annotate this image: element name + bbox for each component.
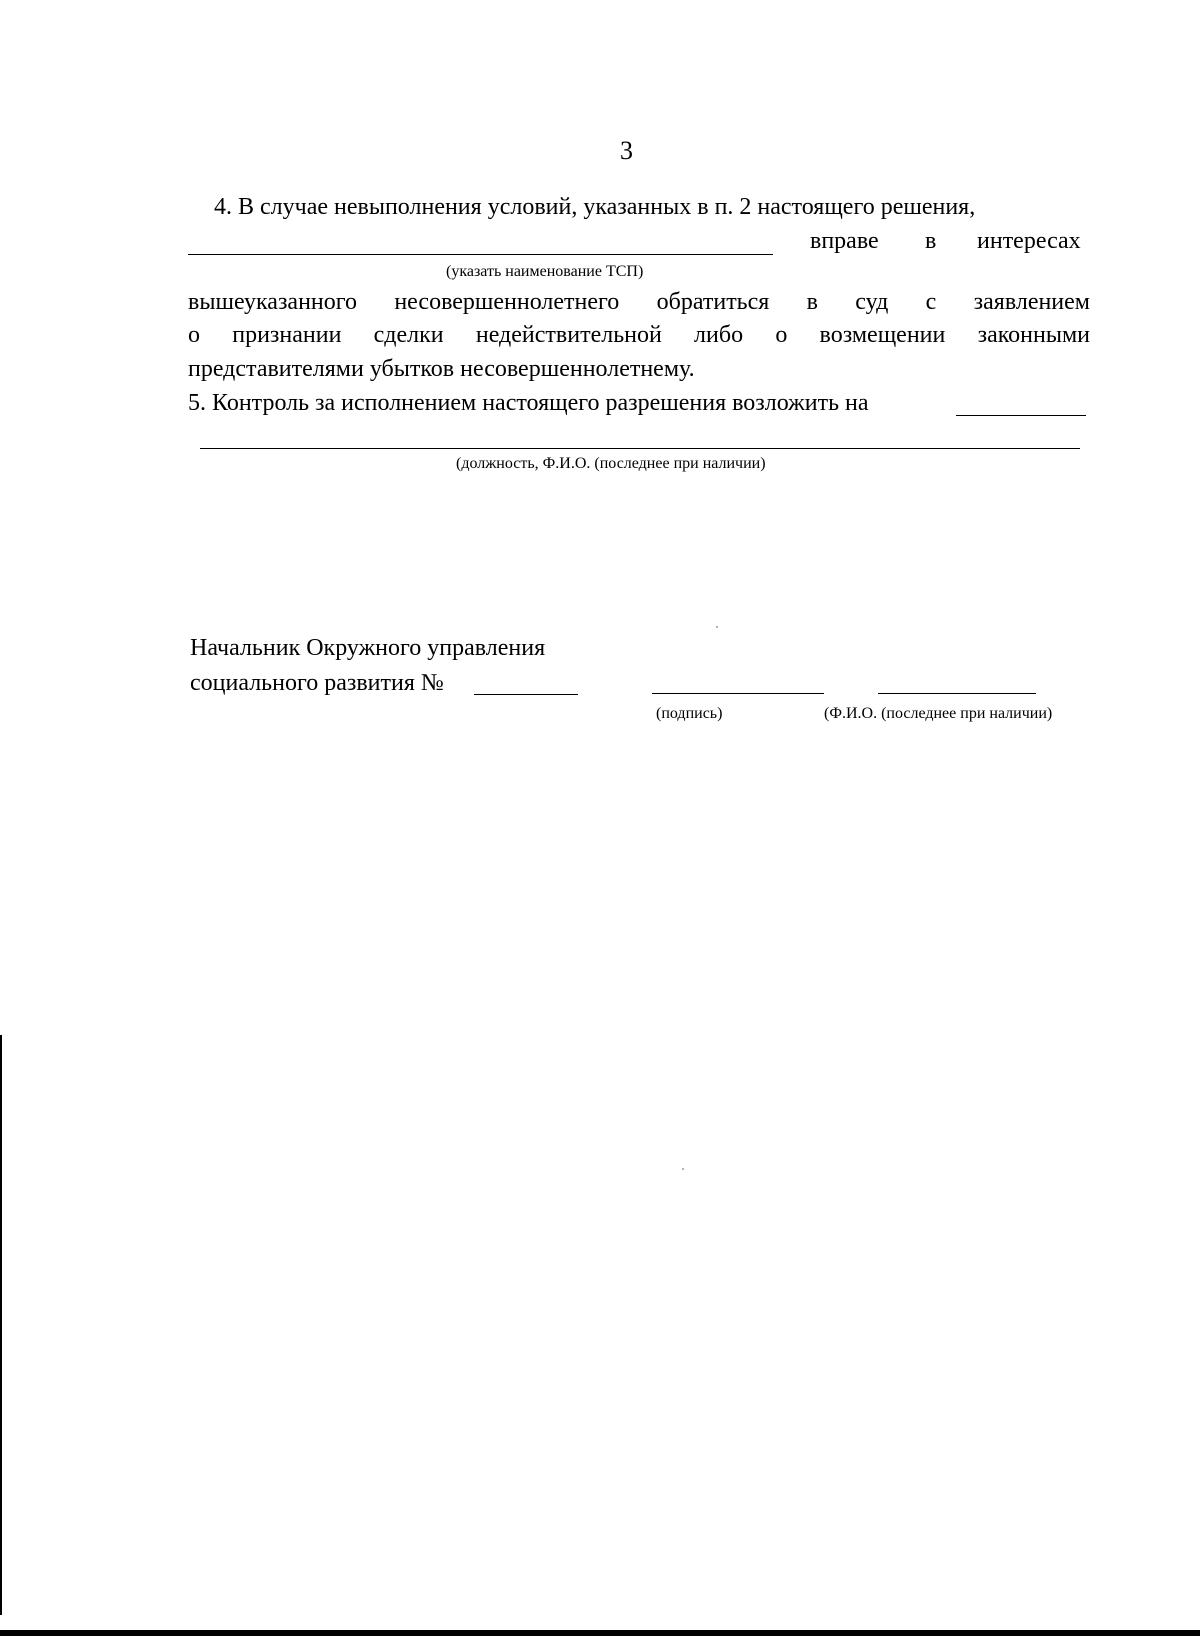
signature-caption: (подпись) bbox=[656, 705, 723, 722]
item5-full-blank-line bbox=[200, 448, 1080, 449]
item4-word-interesah: интересах bbox=[977, 228, 1081, 254]
scan-speck bbox=[682, 1168, 684, 1170]
item4-line3: вышеуказанного несовершеннолетнего обратиться в суд с заявлением bbox=[188, 289, 1090, 315]
name-blank-line bbox=[878, 693, 1036, 694]
signature-title-line2: социального развития № bbox=[190, 670, 444, 696]
name-caption: (Ф.И.О. (последнее при наличии) bbox=[824, 705, 1053, 722]
item4-line5: представителями убытков несовершеннолетнему. bbox=[188, 356, 695, 382]
item5-inline-blank-line bbox=[956, 415, 1086, 416]
signature-title-line1: Начальник Окружного управления bbox=[190, 635, 546, 661]
scan-left-edge bbox=[0, 1035, 2, 1615]
page-number: 3 bbox=[620, 136, 633, 165]
item4-word-vprave: вправе bbox=[810, 228, 879, 254]
item4-tsp-blank-line bbox=[188, 254, 773, 255]
item4-word-v: в bbox=[925, 228, 937, 254]
scan-bottom-edge bbox=[0, 1630, 1200, 1636]
scan-speck bbox=[716, 626, 718, 628]
signature-blank-line bbox=[652, 693, 824, 694]
item4-line1: 4. В случае невыполнения условий, указанных в п. 2 настоящего решения, bbox=[214, 194, 976, 220]
department-number-blank-line bbox=[474, 694, 578, 695]
item5-caption: (должность, Ф.И.О. (последнее при наличии) bbox=[456, 455, 766, 472]
item4-line4: о признании сделки недействительной либо о возмещении законными bbox=[188, 322, 1090, 348]
item5-line1: 5. Контроль за исполнением настоящего разрешения возложить на bbox=[188, 390, 869, 416]
item4-tsp-caption: (указать наименование ТСП) bbox=[446, 263, 644, 280]
